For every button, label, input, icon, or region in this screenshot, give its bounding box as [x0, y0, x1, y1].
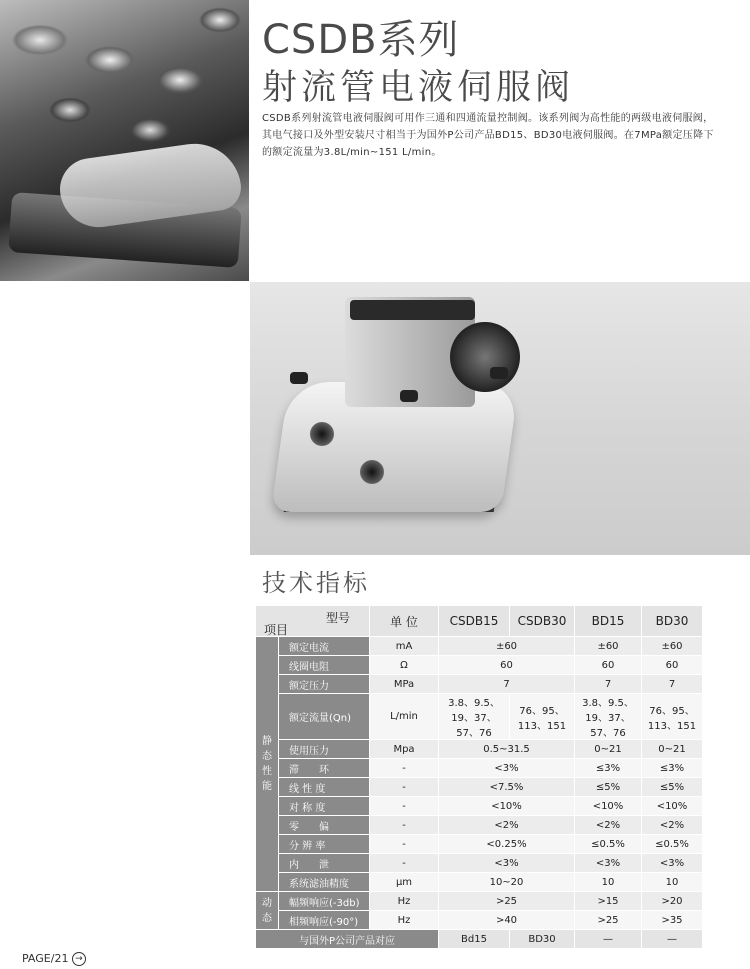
page-title-series: CSDB系列	[262, 17, 460, 63]
col-csdb30: CSDB30	[510, 606, 575, 637]
row-unit: -	[370, 797, 439, 816]
row-unit: -	[370, 778, 439, 797]
table-row	[256, 675, 703, 694]
row-bd15: ±60	[575, 637, 642, 656]
row-csdb: <7.5%	[439, 778, 575, 797]
row-csdb: <2%	[439, 816, 575, 835]
table-row	[256, 835, 703, 854]
row-item: 线 性 度	[279, 778, 370, 797]
product-photo	[250, 282, 750, 555]
row-bd15: 3.8、9.5、19、37、57、76	[575, 694, 642, 740]
row-item: 分 辨 率	[279, 835, 370, 854]
footer-bd15: —	[575, 930, 642, 949]
group-dynamic: 动 态	[256, 892, 279, 930]
row-bd30: >20	[642, 892, 703, 911]
row-item: 滞 环	[279, 759, 370, 778]
row-item: 对 称 度	[279, 797, 370, 816]
row-csdb: >40	[439, 911, 575, 930]
row-item: 线圈电阻	[279, 656, 370, 675]
row-unit: L/min	[370, 694, 439, 740]
col-bd30: BD30	[642, 606, 703, 637]
row-bd30: ≤0.5%	[642, 835, 703, 854]
row-csdb: 60	[439, 656, 575, 675]
row-csdb: 10~20	[439, 873, 575, 892]
table-row	[256, 740, 703, 759]
row-csdb: >25	[439, 892, 575, 911]
intro-paragraph: CSDB系列射流管电液伺服阀可用作三通和四通流量控制阀。该系列阀为高性能的两级电液伺服阀，其电气接口及外型安装尺寸相当于为国外P公司产品BD15、BD30电液伺服阀。在7MPa额定压降下的额定流量为3.8L/min~151 L/min。	[262, 113, 714, 158]
row-item: 额定电流	[279, 637, 370, 656]
row-bd30: 7	[642, 675, 703, 694]
table-row	[256, 778, 703, 797]
row-unit: mA	[370, 637, 439, 656]
row-unit: μm	[370, 873, 439, 892]
row-bd15: <2%	[575, 816, 642, 835]
row-unit: Ω	[370, 656, 439, 675]
row-bd30: 10	[642, 873, 703, 892]
row-unit: -	[370, 816, 439, 835]
table-row	[256, 854, 703, 873]
row-bd15: <3%	[575, 854, 642, 873]
row-bd30: ≤5%	[642, 778, 703, 797]
row-bd30: ≤3%	[642, 759, 703, 778]
row-item: 内 泄	[279, 854, 370, 873]
row-csdb: <3%	[439, 854, 575, 873]
row-item: 使用压力	[279, 740, 370, 759]
row-item: 系统滤油精度	[279, 873, 370, 892]
table-corner: 型号 项目	[256, 606, 370, 637]
row-bd30: <3%	[642, 854, 703, 873]
footer-csdb15: Bd15	[439, 930, 510, 949]
table-row	[256, 911, 703, 930]
row-csdb: <10%	[439, 797, 575, 816]
production-photo	[0, 0, 249, 281]
table-row	[256, 892, 703, 911]
row-bd30: 76、95、113、151	[642, 694, 703, 740]
row-bd15: ≤3%	[575, 759, 642, 778]
row-csdb: <0.25%	[439, 835, 575, 854]
row-bd15: 7	[575, 675, 642, 694]
row-item: 幅频响应(-3db)	[279, 892, 370, 911]
table-row	[256, 694, 703, 740]
table-row	[256, 637, 703, 656]
row-csdb: ±60	[439, 637, 575, 656]
table-row	[256, 873, 703, 892]
row-bd15: 10	[575, 873, 642, 892]
row-bd30: <10%	[642, 797, 703, 816]
row-item: 额定流量(Qn)	[279, 694, 370, 740]
row-item: 相频响应(-90°)	[279, 911, 370, 930]
row-unit: Hz	[370, 911, 439, 930]
row-csdb15: 3.8、9.5、19、37、57、76	[439, 694, 510, 740]
row-csdb: 7	[439, 675, 575, 694]
table-row	[256, 797, 703, 816]
row-bd15: >15	[575, 892, 642, 911]
row-csdb: 0.5~31.5	[439, 740, 575, 759]
col-unit: 单 位	[370, 606, 439, 637]
row-bd30: <2%	[642, 816, 703, 835]
row-bd30: ±60	[642, 637, 703, 656]
page-number: PAGE/21 →	[22, 952, 86, 966]
row-bd15: <10%	[575, 797, 642, 816]
row-unit: MPa	[370, 675, 439, 694]
row-bd15: ≤0.5%	[575, 835, 642, 854]
row-csdb: <3%	[439, 759, 575, 778]
spec-table	[256, 606, 703, 949]
row-item: 零 偏	[279, 816, 370, 835]
row-bd15: ≤5%	[575, 778, 642, 797]
row-bd15: 60	[575, 656, 642, 675]
row-bd30: 0~21	[642, 740, 703, 759]
row-unit: Hz	[370, 892, 439, 911]
row-bd15: >25	[575, 911, 642, 930]
section-title: 技术指标	[262, 569, 370, 597]
footer-label: 与国外P公司产品对应	[256, 930, 439, 949]
row-bd30: >35	[642, 911, 703, 930]
row-bd15: 0~21	[575, 740, 642, 759]
page-title-product: 射流管电液伺服阀	[262, 68, 575, 108]
table-row	[256, 816, 703, 835]
row-csdb30: 76、95、113、151	[510, 694, 575, 740]
row-item: 额定压力	[279, 675, 370, 694]
row-unit: Mpa	[370, 740, 439, 759]
row-unit: -	[370, 759, 439, 778]
row-bd30: 60	[642, 656, 703, 675]
arrow-right-icon: →	[72, 952, 86, 966]
group-static: 静 态 性 能	[256, 637, 279, 892]
col-bd15: BD15	[575, 606, 642, 637]
footer-csdb30: BD30	[510, 930, 575, 949]
col-csdb15: CSDB15	[439, 606, 510, 637]
row-unit: -	[370, 835, 439, 854]
row-unit: -	[370, 854, 439, 873]
table-row	[256, 656, 703, 675]
table-row	[256, 759, 703, 778]
footer-bd30: —	[642, 930, 703, 949]
